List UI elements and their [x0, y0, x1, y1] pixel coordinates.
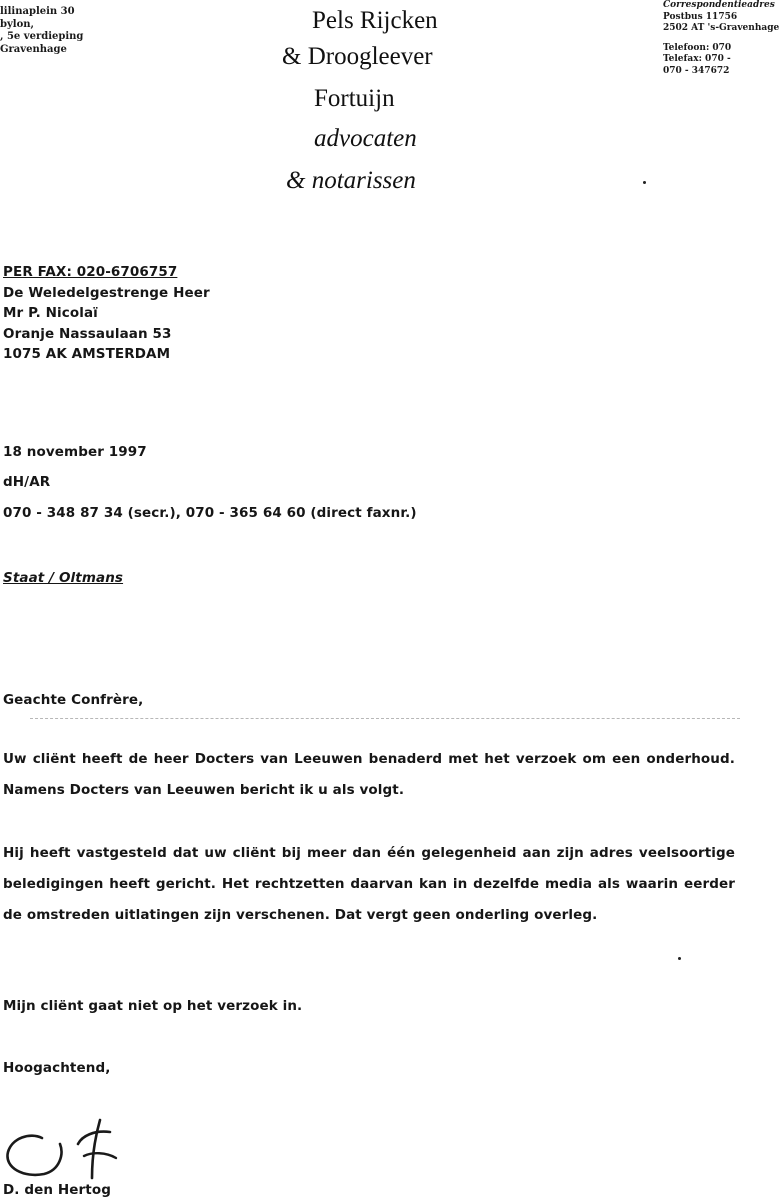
- office-address-line: lilinaplein 30: [0, 6, 75, 17]
- telefax-number: Telefax: 070 -: [663, 54, 731, 64]
- office-address-block: [0, 6, 83, 56]
- recipient-street: Oranje Nassaulaan 53: [3, 325, 172, 342]
- correspondence-city: 2502 AT 's-Gravenhage: [663, 23, 779, 33]
- recipient-name: Mr P. Nicolaï: [3, 305, 98, 321]
- office-address-line: , 5e verdieping: [0, 31, 84, 42]
- letter-date: 18 november 1997: [3, 444, 147, 460]
- body-paragraph-1: Uw cliënt heeft de heer Docters van Leeuwen benaderd met het verzoek om een onderhoud. Namens Docters van Leeuwen bericht ik u als volgt.: [3, 751, 735, 798]
- scan-speck: [643, 181, 646, 184]
- firm-name-line: & Droogleever: [282, 43, 433, 70]
- recipient-city: 1075 AK AMSTERDAM: [3, 346, 171, 362]
- firm-profession-line: & notarissen: [286, 167, 416, 194]
- telefax-number-2: 070 - 347672: [663, 65, 730, 76]
- office-address-line: Gravenhage: [0, 43, 67, 55]
- subject-line: Staat / Oltmans: [3, 570, 124, 586]
- office-address-line: bylon,: [0, 18, 35, 30]
- phone-numbers: 070 - 348 87 34 (secr.), 070 - 365 64 60 (direct faxnr.): [3, 505, 417, 521]
- signatory-name: D. den Hertog: [3, 1182, 111, 1198]
- handwritten-signature: [2, 1112, 132, 1182]
- scan-speck: [678, 957, 681, 960]
- closing-phrase: Hoogachtend,: [3, 1060, 111, 1076]
- body-paragraph-3: Mijn cliënt gaat niet op het verzoek in.: [3, 998, 303, 1014]
- reference-code: dH/AR: [3, 474, 51, 490]
- recipient-address-block: [3, 262, 210, 365]
- firm-profession-line: advocaten: [314, 125, 417, 152]
- firm-name-line: Pels Rijcken: [312, 7, 438, 34]
- correspondence-label: Correspondentieadres: [663, 0, 775, 10]
- telephone-number: Telefoon: 070: [663, 42, 732, 53]
- dotted-rule: [30, 718, 740, 719]
- correspondence-address-block: [663, 0, 779, 77]
- body-paragraph-2: Hij heeft vastgesteld dat uw cliënt bij meer dan één gelegenheid aan zijn adres veelsoortige beledigingen heeft gericht. Het rechtzetten daarvan kan in dezelfde media als waarin eerder de omstreden uitlatingen zijn verschenen. Dat vergt geen onderling overleg.: [3, 845, 735, 923]
- fax-number-line: PER FAX: 020-6706757: [3, 264, 178, 280]
- correspondence-postbus: Postbus 11756: [663, 11, 738, 22]
- firm-name-line: Fortuijn: [314, 85, 395, 112]
- recipient-title: De Weledelgestrenge Heer: [3, 284, 210, 301]
- salutation: Geachte Confrère,: [3, 692, 144, 708]
